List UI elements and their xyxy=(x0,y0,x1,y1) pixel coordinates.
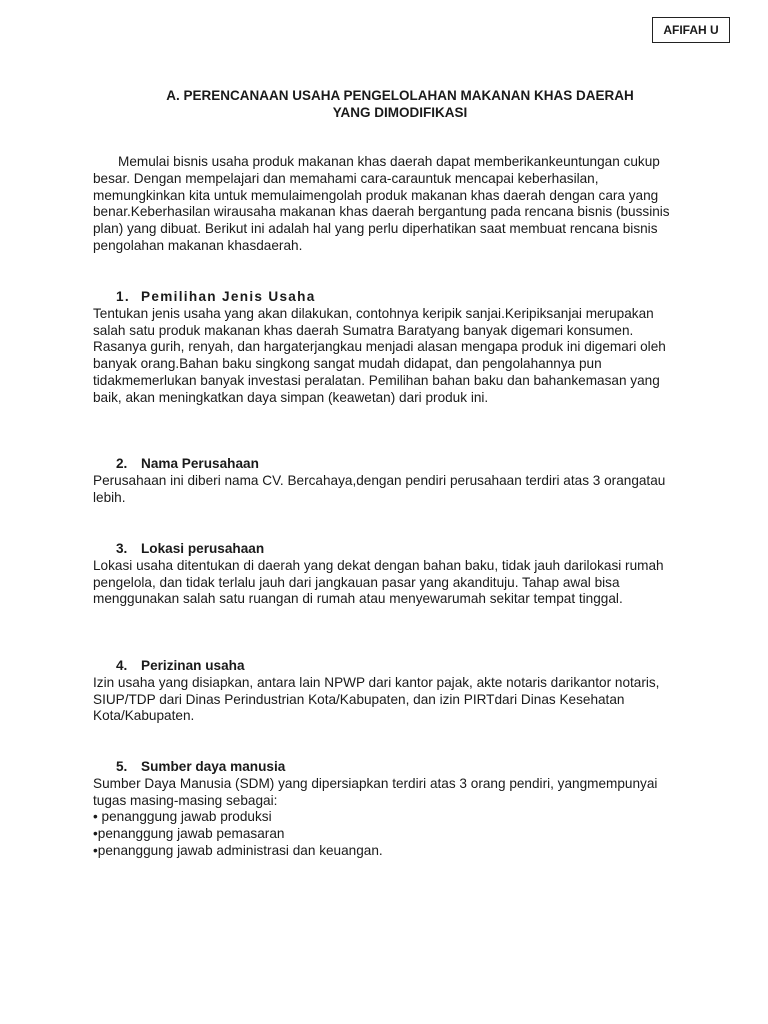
list-item: • penanggung jawab produksi xyxy=(93,809,272,825)
section-body: Tentukan jenis usaha yang akan dilakukan, contohnya keripik sanjai.Keripiksanjai merupakan salah satu produk makanan khas daerah Sumatra Baratyang banyak digemari konsumen. Rasanya gurih, renyah, dan hargaterjangkau menjadi alasan mengapa produk ini digemari oleh banyak orang.Bahan baku singkong sangat mudah didapat, dan pengolahannya pun tidakmemerlukan banyak investasi peralatan. Pemilihan bahan baku dan bahankemasan yang baik, akan meningkatkan daya simpan (keawetan) dari produk ini. xyxy=(93,305,666,405)
section-body: Perusahaan ini diberi nama CV. Bercahaya,dengan pendiri perusahaan terdiri atas 3 orangatau lebih. xyxy=(93,472,666,505)
section-body: Sumber Daya Manusia (SDM) yang dipersiapkan terdiri atas 3 orang pendiri, yangmempunyai tugas masing-masing sebagai: xyxy=(93,775,658,808)
section-heading-text: Perizinan usaha xyxy=(141,658,245,673)
title-line-2: YANG DIMODIFIKASI xyxy=(332,105,468,120)
section-heading xyxy=(93,289,683,306)
section-number: 1. xyxy=(116,289,130,304)
section-number: 5. xyxy=(116,759,128,774)
list-item: •penanggung jawab pemasaran xyxy=(93,826,285,842)
section-heading xyxy=(93,456,683,473)
bullet-list xyxy=(93,809,683,859)
section-heading-text: Nama Perusahaan xyxy=(141,456,259,471)
section-body: Lokasi usaha ditentukan di daerah yang dekat dengan bahan baku, tidak jauh darilokasi rumah pengelola, dan tidak terlalu jauh dari jangkauan pasar yang akandituju. Tahap awal bisa menggunakan salah satu ruangan di rumah atau menyewarumah sekitar tempat tinggal. xyxy=(93,557,664,607)
section-perizinan-usaha xyxy=(93,658,683,725)
section-heading-text: Lokasi perusahaan xyxy=(141,541,265,556)
author-name-box: AFIFAH U xyxy=(652,17,730,43)
document-title xyxy=(80,87,720,121)
section-heading-text: Sumber daya manusia xyxy=(141,759,286,774)
section-heading xyxy=(93,759,683,776)
section-lokasi-perusahaan xyxy=(93,541,683,608)
section-number: 3. xyxy=(116,541,128,556)
section-pemilihan-jenis-usaha xyxy=(93,289,683,407)
title-line-1: A. PERENCANAAN USAHA PENGELOLAHAN MAKANAN KHAS DAERAH xyxy=(166,88,634,103)
section-nama-perusahaan xyxy=(93,456,683,506)
section-sumber-daya-manusia xyxy=(93,759,683,860)
section-number: 2. xyxy=(116,456,128,471)
list-item: •penanggung jawab administrasi dan keuangan. xyxy=(93,842,383,858)
section-heading xyxy=(93,658,683,675)
section-body: Izin usaha yang disiapkan, antara lain NPWP dari kantor pajak, akte notaris darikantor notaris, SIUP/TDP dari Dinas Perindustrian Kota/Kabupaten, dan izin PIRTdari Dinas Kesehatan Kota/Kabupaten. xyxy=(93,674,660,724)
section-heading-text: Pemilihan Jenis Usaha xyxy=(141,289,316,304)
section-number: 4. xyxy=(116,658,128,673)
section-heading xyxy=(93,541,683,558)
intro-paragraph: Memulai bisnis usaha produk makanan khas daerah dapat memberikankeuntungan cukup besar. Dengan mempelajari dan memahami cara-carauntuk mencapai keberhasilan, memungkinkan kita untuk memulaimengolah produk makanan khas daerah dengan cara yang benar.Keberhasilan wirausaha makanan khas daerah bergantung pada rencana bisnis (bussinis plan) yang dibuat. Berikut ini adalah hal yang perlu diperhatikan saat membuat rencana bisnis pengolahan makanan khasdaerah. xyxy=(93,154,670,253)
